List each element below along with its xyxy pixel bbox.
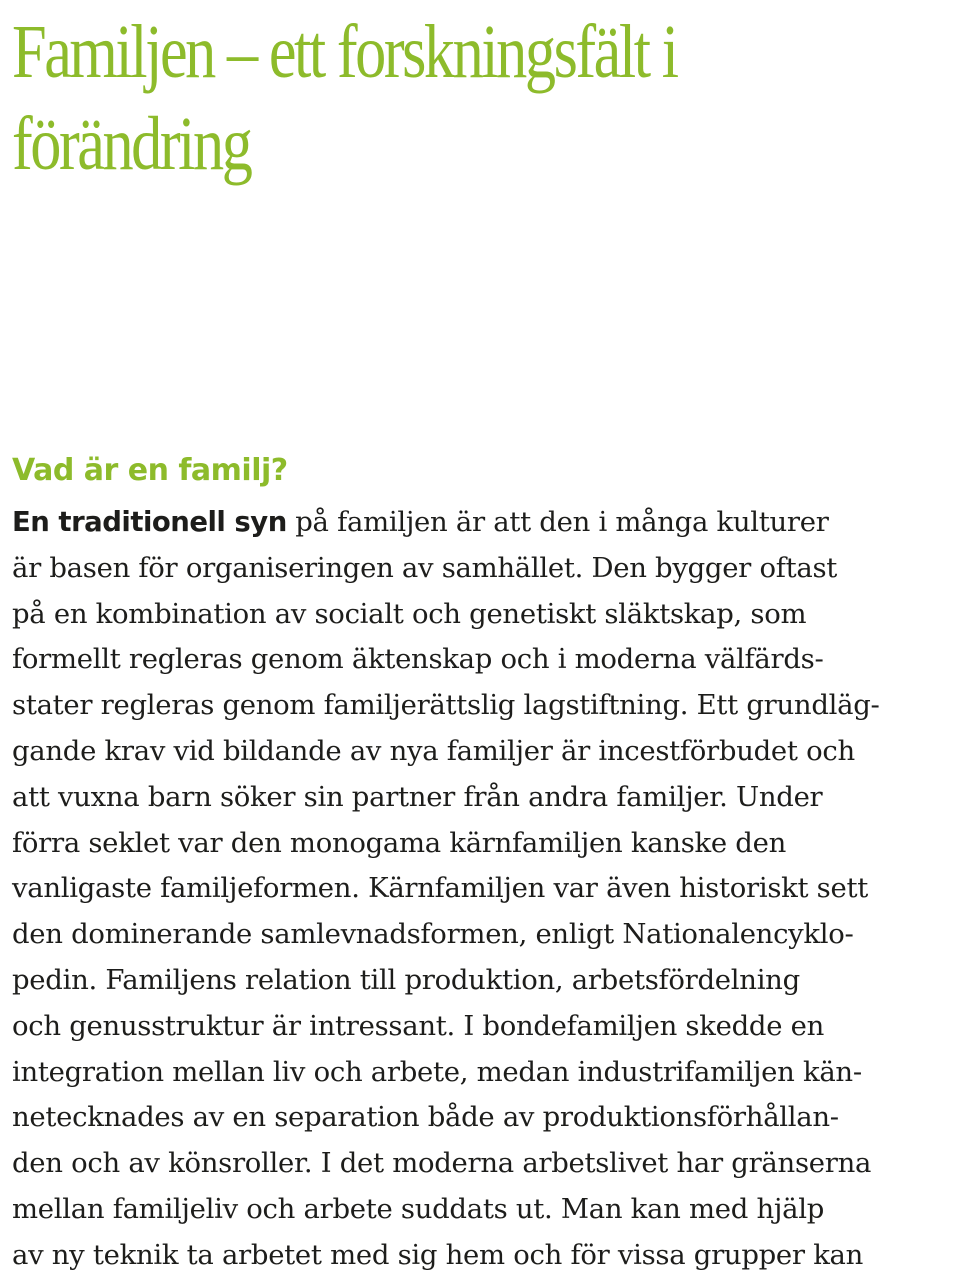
paragraph-line: vanligaste familjeformen. Kärnfamiljen var även historiskt sett <box>12 872 868 905</box>
lead-in-text: En traditionell syn <box>12 506 287 538</box>
paragraph-line: att vuxna barn söker sin partner från andra familjer. Under <box>12 780 823 813</box>
paragraph-line: är basen för organiseringen av samhället. Den bygger oftast <box>12 551 838 584</box>
paragraph-line: mellan familjeliv och arbete suddats ut. Man kan med hjälp <box>12 1192 825 1225</box>
paragraph-line: formellt regleras genom äktenskap och i moderna välfärds- <box>12 643 824 676</box>
page-title <box>12 6 939 190</box>
paragraph-line: den dominerande samlevnadsformen, enligt Nationalencyklo- <box>12 918 854 951</box>
title-line-1: Familjen – ett forskningsfält i <box>12 10 677 94</box>
body-paragraph <box>12 500 952 1279</box>
title-line-2: förändring <box>12 102 251 186</box>
section-heading: Vad är en familj? <box>12 453 288 488</box>
paragraph-line: pedin. Familjens relation till produktion, arbetsfördelning <box>12 963 800 996</box>
paragraph-line: av ny teknik ta arbetet med sig hem och för vissa grupper kan <box>12 1238 864 1271</box>
paragraph-line: och genusstruktur är intressant. I bondefamiljen skedde en <box>12 1009 824 1042</box>
paragraph-line <box>12 500 952 546</box>
paragraph-line-text: på familjen är att den i många kulturer <box>286 506 829 538</box>
paragraph-line: den och av könsroller. I det moderna arbetslivet har gränserna <box>12 1147 872 1180</box>
paragraph-line: förra seklet var den monogama kärnfamiljen kanske den <box>12 826 787 859</box>
paragraph-line: netecknades av en separation både av produktionsförhållan- <box>12 1101 839 1134</box>
paragraph-line: integration mellan liv och arbete, medan industrifamiljen kän- <box>12 1055 862 1088</box>
paragraph-line: på en kombination av socialt och genetiskt släktskap, som <box>12 597 807 630</box>
paragraph-line: gande krav vid bildande av nya familjer är incestförbudet och <box>12 734 855 767</box>
paragraph-line: stater regleras genom familjerättslig lagstiftning. Ett grundläg- <box>12 689 880 722</box>
